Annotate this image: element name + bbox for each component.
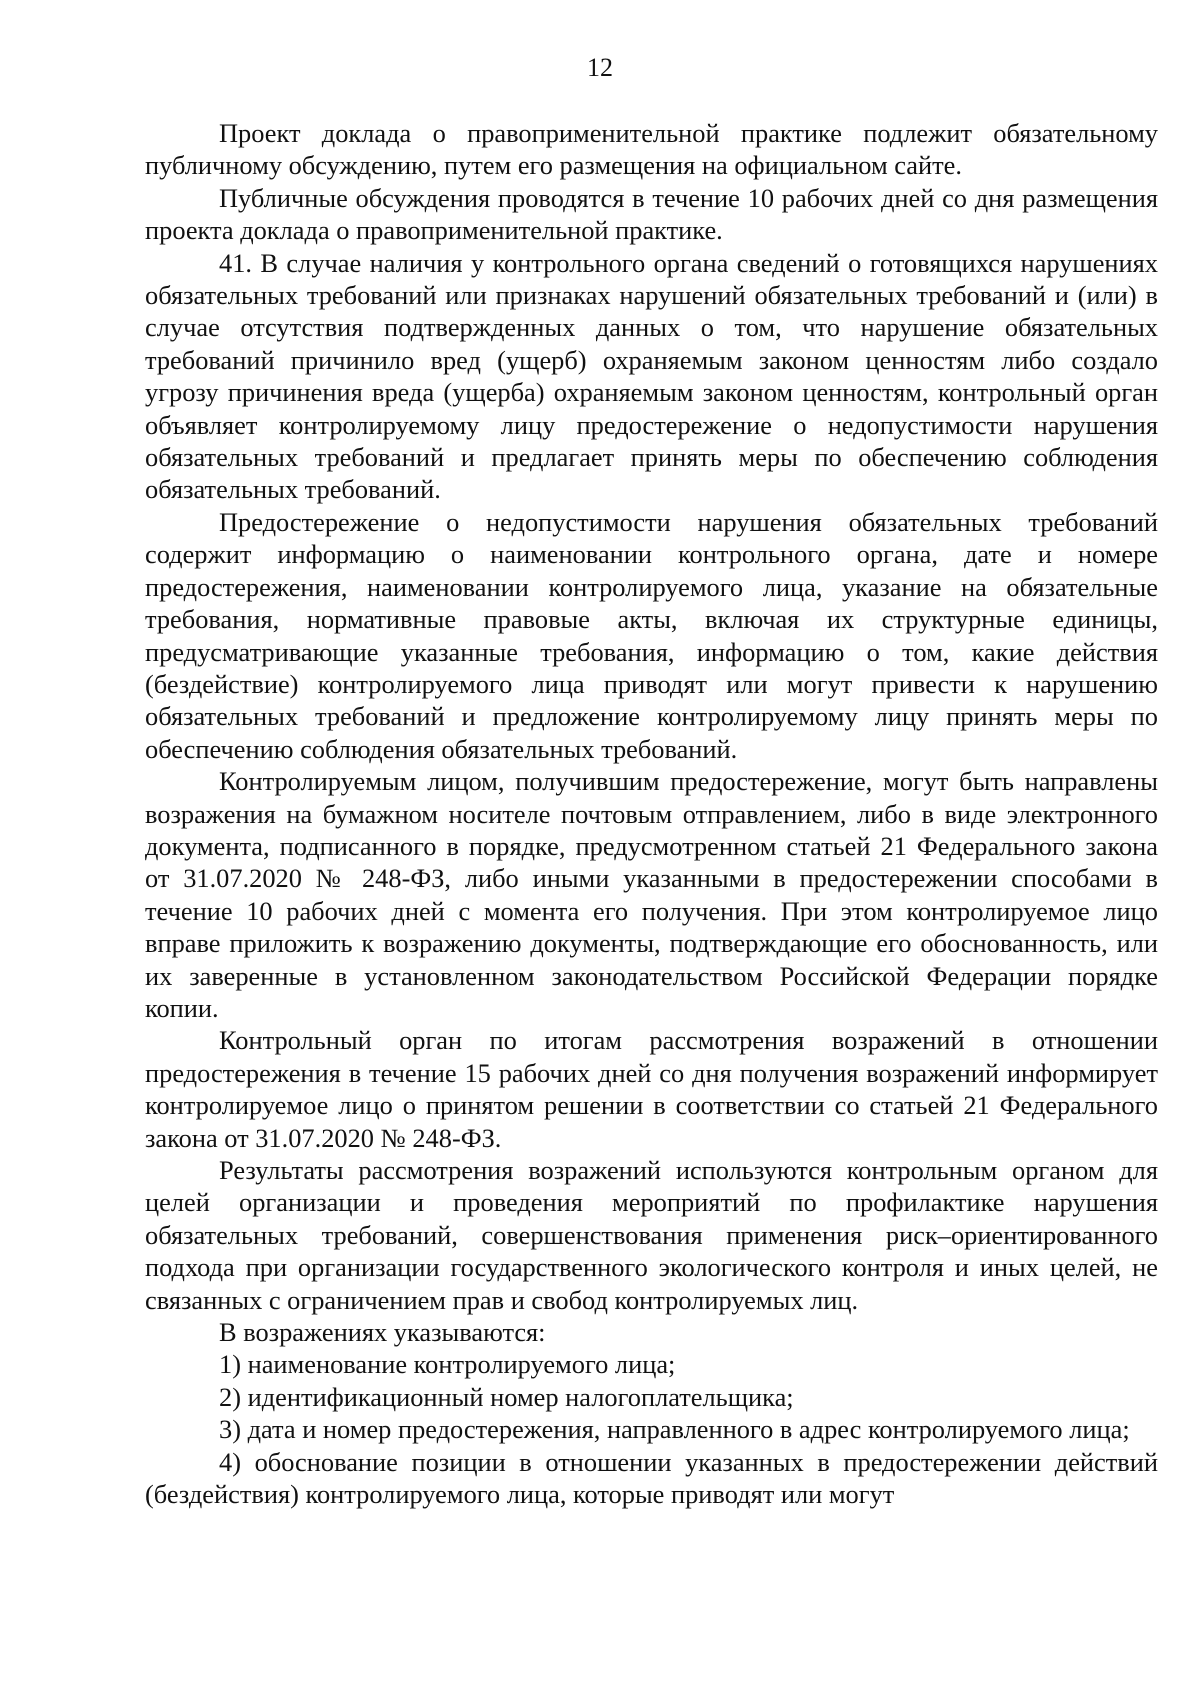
list-item: 2) идентификационный номер налогоплательщика; [219,1381,794,1412]
paragraph-public-discussion-period: Публичные обсуждения проводятся в течение 10 рабочих дней со дня размещения проекта доклада о правоприменительной практике. [145,182,1158,246]
document-body [145,117,1158,1510]
paragraph-clause-41: 41. В случае наличия у контрольного органа сведений о готовящихся нарушениях обязательных требований или признаках нарушений обязательных требований и (или) в случае отсутствия подтвержденных данных о том, что нарушение обязательных требований причинило вред (ущерб) охраняемым законом ценностям либо создало угрозу причинения вреда (ущерба) охраняемым законом ценностям, контрольный орган объявляет контролируемому лицу предостережение о недопустимости нарушения обязательных требований и предлагает принять меры по обеспечению соблюдения обязательных требований. [145,247,1158,505]
list-item: 3) дата и номер предостережения, направленного в адрес контролируемого лица; [219,1414,1130,1445]
paragraph-warning-contents: Предостережение о недопустимости нарушения обязательных требований содержит информацию о наименовании контрольного органа, дате и номере предостережения, наименовании контролируемого лица, указание на обязательные требования, нормативные правовые акты, включая их структурные единицы, предусматривающие указанные требования, информацию о том, какие действия (бездействие) контролируемого лица приводят или могут привести к нарушению обязательных требований и предложение контролируемому лицу принять меры по обеспечению соблюдения обязательных требований. [145,506,1158,764]
paragraph-objections-results: Результаты рассмотрения возражений используются контрольным органом для целей организации и проведения мероприятий по профилактике нарушения обязательных требований, совершенствования применения риск–ориентированного подхода при организации государственного экологического контроля и иных целей, не связанных с ограничением прав и свобод контролируемых лиц. [145,1155,1158,1315]
paragraph-objections-review: Контрольный орган по итогам рассмотрения возражений в отношении предостережения в течение 15 рабочих дней со дня получения возражений информирует контролируемое лицо о принятом решении в соответствии со статьей 21 Федерального закона от 31.07.2020 № 248-ФЗ. [145,1025,1158,1153]
list-item: 1) наименование контролируемого лица; [219,1349,676,1380]
paragraph-objections-submission: Контролируемым лицом, получившим предостережение, могут быть направлены возражения на бумажном носителе почтовым отправлением, либо в виде электронного документа, подписанного в порядке, предусмотренном статьей 21 Федерального закона от 31.07.2020 № 248-ФЗ, либо иными указанными в предостережении способами в течение 10 рабочих дней с момента его получения. При этом контролируемое лицо вправе приложить к возражению документы, подтверждающие его обоснованность, или их заверенные в установленном законодательством Российской Федерации порядке копии. [145,766,1158,1023]
page-number: 12 [587,53,613,82]
list-item: 4) обоснование позиции в отношении указанных в предостережении действий (бездействия) контролируемого лица, которые приводят или могут [145,1446,1158,1510]
paragraph-draft-report-discussion: Проект доклада о правоприменительной практике подлежит обязательному публичному обсуждению, путем его размещения на официальном сайте. [145,118,1158,181]
paragraph-objections-list-intro: В возражениях указываются: [219,1317,546,1348]
